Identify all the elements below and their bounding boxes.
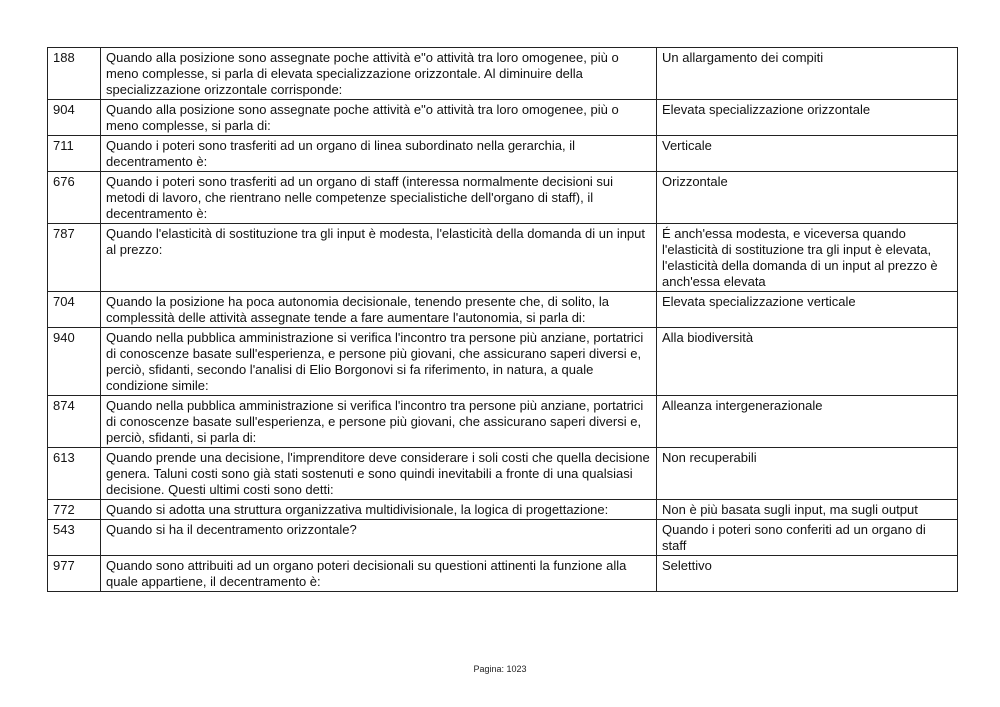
table-row (48, 448, 958, 500)
question-number: 704 (48, 292, 101, 328)
table-row (48, 500, 958, 520)
question-number: 711 (48, 136, 101, 172)
question-text: Quando si adotta una struttura organizzativa multidivisionale, la logica di progettazione: (101, 500, 657, 520)
answer-text: Selettivo (657, 556, 958, 592)
answer-text: Non è più basata sugli input, ma sugli output (657, 500, 958, 520)
answer-text: Alleanza intergenerazionale (657, 396, 958, 448)
question-text: Quando nella pubblica amministrazione si verifica l'incontro tra persone più anziane, portatrici di conoscenze basate sull'esperienza, e persone più giovani, che assicurano saperi diversi e, perciò, sfidanti, secondo l'analisi di Elio Borgonovi si fa riferimento, in natura, a quale condizione simile: (101, 328, 657, 396)
question-number: 676 (48, 172, 101, 224)
question-text: Quando i poteri sono trasferiti ad un organo di staff (interessa normalmente decisioni sui metodi di lavoro, che rientrano nelle competenze specialistiche dell'organo di staff), il decentramento è: (101, 172, 657, 224)
answer-text: Un allargamento dei compiti (657, 48, 958, 100)
question-number: 613 (48, 448, 101, 500)
answer-text: Orizzontale (657, 172, 958, 224)
question-text: Quando la posizione ha poca autonomia decisionale, tenendo presente che, di solito, la complessità delle attività assegnate tende a fare aumentare l'autonomia, si parla di: (101, 292, 657, 328)
question-text: Quando sono attribuiti ad un organo poteri decisionali su questioni attinenti la funzione alla quale appartiene, il decentramento è: (101, 556, 657, 592)
question-number: 188 (48, 48, 101, 100)
question-number: 904 (48, 100, 101, 136)
table-row (48, 48, 958, 100)
table-row (48, 100, 958, 136)
table-row (48, 520, 958, 556)
table-row (48, 328, 958, 396)
table-row (48, 292, 958, 328)
question-text: Quando alla posizione sono assegnate poche attività e"o attività tra loro omogenee, più o meno complesse, si parla di elevata specializzazione orizzontale. Al diminuire della specializzazione orizzontale corrisponde: (101, 48, 657, 100)
answer-text: Quando i poteri sono conferiti ad un organo di staff (657, 520, 958, 556)
table-row (48, 224, 958, 292)
question-table (47, 47, 958, 592)
question-text: Quando prende una decisione, l'imprenditore deve considerare i soli costi che quella decisione genera. Taluni costi sono già stati sostenuti e sono quindi inevitabili a fronte di una qualsiasi decisione. Questi ultimi costi sono detti: (101, 448, 657, 500)
question-number: 772 (48, 500, 101, 520)
question-number: 543 (48, 520, 101, 556)
question-number: 940 (48, 328, 101, 396)
answer-text: Non recuperabili (657, 448, 958, 500)
answer-text: Elevata specializzazione verticale (657, 292, 958, 328)
question-number: 787 (48, 224, 101, 292)
question-text: Quando i poteri sono trasferiti ad un organo di linea subordinato nella gerarchia, il decentramento è: (101, 136, 657, 172)
page-number: Pagina: 1023 (473, 664, 527, 674)
question-text: Quando alla posizione sono assegnate poche attività e"o attività tra loro omogenee, più o meno complesse, si parla di: (101, 100, 657, 136)
table-row (48, 556, 958, 592)
question-text: Quando nella pubblica amministrazione si verifica l'incontro tra persone più anziane, portatrici di conoscenze basate sull'esperienza, e persone più giovani, che assicurano saperi diversi e, perciò, sfidanti, si parla di: (101, 396, 657, 448)
question-number: 874 (48, 396, 101, 448)
answer-text: Verticale (657, 136, 958, 172)
table-row (48, 172, 958, 224)
question-text: Quando l'elasticità di sostituzione tra gli input è modesta, l'elasticità della domanda di un input al prezzo: (101, 224, 657, 292)
answer-text: É anch'essa modesta, e viceversa quando l'elasticità di sostituzione tra gli input è elevata, l'elasticità della domanda di un input al prezzo è anch'essa elevata (657, 224, 958, 292)
table-row (48, 396, 958, 448)
question-number: 977 (48, 556, 101, 592)
answer-text: Alla biodiversità (657, 328, 958, 396)
answer-text: Elevata specializzazione orizzontale (657, 100, 958, 136)
table-row (48, 136, 958, 172)
question-text: Quando si ha il decentramento orizzontale? (101, 520, 657, 556)
